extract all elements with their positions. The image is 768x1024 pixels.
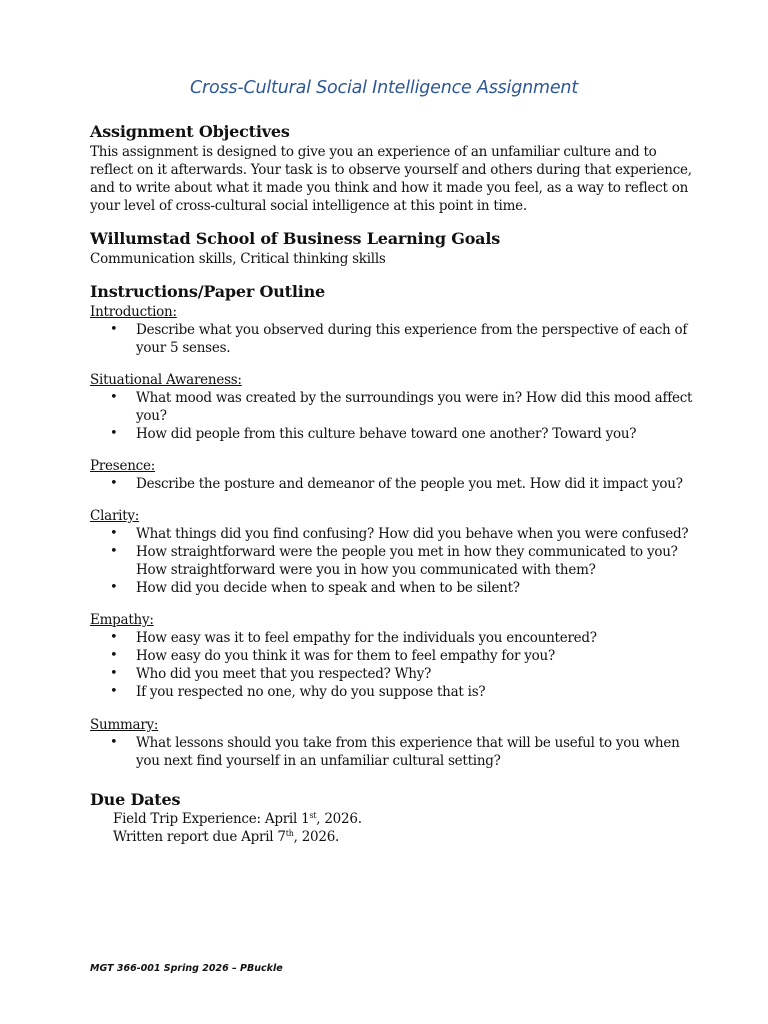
bullet-text: If you respected no one, why do you suppose that is?	[136, 684, 486, 700]
bullet-icon: •	[110, 684, 118, 699]
learning-goals-text: Communication skills, Critical thinking skills	[90, 251, 386, 267]
bullet-text: How easy was it to feel empathy for the individuals you encountered?	[136, 630, 597, 646]
section-label-presence: Presence:	[90, 458, 155, 474]
bullet-icon: •	[110, 580, 118, 595]
bullet-icon: •	[110, 648, 118, 663]
bullet-text: How easy do you think it was for them to feel empathy for you?	[136, 648, 555, 664]
bullet-text: Who did you meet that you respected? Why?	[136, 666, 432, 682]
objectives-line: and to write about what it made you think and how it made you feel, as a way to reflect on	[90, 180, 689, 196]
bullet-item	[90, 425, 690, 443]
bullet-text: Describe the posture and demeanor of the people you met. How did it impact you?	[136, 476, 683, 492]
bullet-icon: •	[110, 526, 118, 541]
bullet-item	[90, 543, 690, 579]
section-label-clarity: Clarity:	[90, 508, 140, 524]
bullet-icon: •	[110, 735, 118, 750]
bullet-icon: •	[110, 476, 118, 491]
learning-goals-heading: Willumstad School of Business Learning Goals	[90, 229, 501, 248]
objectives-line: reflect on it afterwards. Your task is to observe yourself and others during that experience,	[90, 162, 692, 178]
bullet-text: How did you decide when to speak and when to be silent?	[136, 580, 520, 596]
objectives-heading: Assignment Objectives	[90, 122, 290, 141]
section-label-summary: Summary:	[90, 717, 159, 733]
bullet-icon: •	[110, 322, 118, 337]
objectives-line: This assignment is designed to give you an experience of an unfamiliar culture and to	[90, 144, 657, 160]
objectives-line: your level of cross-cultural social intelligence at this point in time.	[90, 198, 527, 214]
bullet-text: What mood was created by the surroundings you were in? How did this mood affect you?	[136, 390, 693, 424]
document-title: Cross-Cultural Social Intelligence Assignment	[189, 78, 578, 98]
bullet-item	[90, 629, 690, 647]
bullet-item	[90, 321, 690, 357]
bullet-item	[90, 647, 690, 665]
bullet-item	[90, 389, 693, 425]
bullet-item	[90, 665, 690, 683]
bullet-icon: •	[110, 666, 118, 681]
field-trip-due-date: Field Trip Experience: April 1st, 2026.	[113, 811, 362, 827]
bullet-item	[90, 475, 690, 493]
section-label-introduction: Introduction:	[90, 304, 177, 320]
instructions-heading: Instructions/Paper Outline	[90, 282, 326, 301]
bullet-text: How did people from this culture behave toward one another? Toward you?	[136, 426, 637, 442]
due-dates-heading: Due Dates	[90, 790, 181, 809]
bullet-text: What things did you find confusing? How did you behave when you were confused?	[136, 526, 689, 542]
bullet-text: What lessons should you take from this experience that will be useful to you when you next find yourself in an unfamiliar cultural setting?	[136, 735, 680, 769]
bullet-item	[90, 579, 690, 597]
bullet-icon: •	[110, 390, 118, 405]
page-footer: MGT 366-001 Spring 2026 – PBuckle	[90, 963, 283, 974]
bullet-icon: •	[110, 544, 118, 559]
written-report-due-date: Written report due April 7th, 2026.	[113, 829, 340, 845]
bullet-item	[90, 525, 690, 543]
bullet-item	[90, 683, 690, 701]
bullet-item	[90, 734, 690, 770]
bullet-icon: •	[110, 630, 118, 645]
bullet-icon: •	[110, 426, 118, 441]
section-label-situational-awareness: Situational Awareness:	[90, 372, 242, 388]
bullet-text: How straightforward were the people you met in how they communicated to you? How straightforward were you in how you communicated with them?	[136, 544, 678, 578]
bullet-text: Describe what you observed during this experience from the perspective of each of your 5 senses.	[136, 322, 688, 356]
section-label-empathy: Empathy:	[90, 612, 154, 628]
